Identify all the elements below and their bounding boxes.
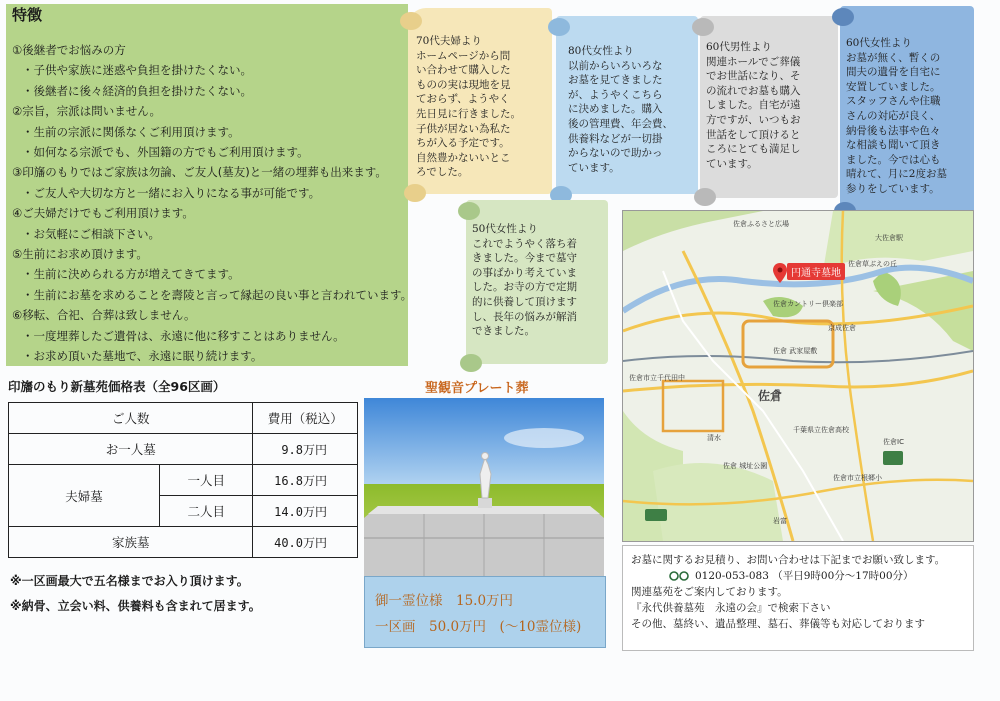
map-label: 佐倉草ぶえの丘 [848, 260, 897, 268]
testimonial-line: の流れでお墓も購入 [706, 84, 801, 97]
couple-first-label: 一人目 [160, 465, 253, 496]
testimonial-line: きました。今まで墓守 [472, 252, 577, 265]
testimonial-text [472, 222, 577, 339]
testimonial-line: な相談も聞いて頂き [846, 139, 941, 152]
feature-heading: ②宗旨，宗派は問いません。 [12, 104, 161, 119]
feature-heading: ①後継者でお悩みの方 [12, 43, 126, 57]
feature-detail: ・如何なる宗派でも、外国籍の方でもご利用頂けます。 [22, 145, 309, 160]
feature-heading: ⑤生前にお求め頂けます。 [12, 247, 148, 262]
testimonial-line: ています。 [706, 157, 758, 170]
testimonial-line: 関連ホールでご葬儀 [706, 55, 801, 68]
price-table-title: 印旛のもり新墓苑価格表（全96区画） [8, 379, 226, 394]
testimonial-line: ろでした。 [416, 166, 469, 179]
header-count: ご人数 [9, 403, 253, 434]
testimonial-line: 70代夫婦より [416, 35, 482, 47]
testimonial-line: ころにとても満足し [706, 143, 801, 156]
testimonial-text [568, 44, 673, 175]
testimonial-line: 参りをしています。 [846, 182, 940, 195]
testimonial-line: 間夫の遺骨を自宅に [846, 66, 941, 79]
couple-first-price: 16.8万円 [253, 465, 358, 496]
contact-line: その他、墓終い、遺品整理、墓石、葬儀等も対応しております [631, 618, 925, 630]
plate-photo [364, 398, 604, 576]
feature-heading: ⑥移転、合祀、合葬は致しません。 [12, 308, 196, 323]
couple-second-label: 二人目 [160, 496, 253, 527]
features-list [12, 40, 413, 367]
testimonial-note [458, 200, 608, 368]
map-marker-label: 円通寺墓地 [787, 263, 845, 280]
map-marker[interactable] [773, 263, 787, 287]
contact-phone[interactable]: 0120-053-083 （平日9時00分～17時00分） [695, 570, 914, 582]
feature-detail: ・一度埋葬したご遺骨は、永遠に他に移すことはありません。 [22, 328, 345, 343]
price-note-1: ※一区画最大で五名様までお入り頂けます。 [10, 574, 249, 588]
family-price: 40.0万円 [253, 527, 358, 558]
testimonial-line: し、長年の悩みが解消 [472, 310, 577, 323]
family-label: 家族墓 [9, 527, 253, 558]
testimonial-line: からないので助かっ [568, 147, 663, 160]
testimonial-line: さんの対応が良く、 [846, 109, 941, 122]
testimonial-line: 方ですが、いつもお [706, 113, 801, 126]
testimonial-line: 60代女性より [846, 37, 912, 49]
feature-detail: ・子供や家族に迷惑や負担を掛けたくない。 [22, 63, 252, 78]
map-label: 千葉県立佐倉高校 [793, 426, 849, 434]
single-price: 9.8万円 [253, 434, 358, 465]
feature-detail: ・生前にお墓を求めることを壽陵と言って縁起の良い事と言われています。 [22, 287, 413, 302]
testimonial-line: これでようやく落ち着 [472, 237, 577, 250]
testimonial-line: の事ばかり考えていま [472, 266, 577, 279]
plate-price-box [364, 576, 606, 648]
testimonial-line: ものの実は現地を見 [416, 78, 511, 91]
feature-heading: ③印旛のもりではご家族は勿論、ご友人(墓友)と一緒の埋葬も出来ます。 [12, 165, 387, 180]
testimonial-line: ておらず、ようやく [416, 93, 510, 106]
map-label: 大佐倉駅 [875, 234, 903, 242]
testimonial-line: い合わせて購入した [416, 64, 511, 77]
testimonial-text [706, 40, 801, 171]
testimonial-line: した。お寺の方で定期 [472, 281, 577, 294]
contact-box [622, 545, 974, 651]
testimonial-note [692, 16, 838, 202]
map-pin-icon [773, 263, 787, 283]
map-label: 佐倉カントリー倶楽部 [773, 300, 843, 308]
testimonial-line: 的に供養して頂けます [472, 295, 577, 308]
testimonial-line: 50代女性より [472, 223, 538, 235]
map-label: 佐倉市立根郷小 [833, 474, 882, 482]
map-label: 佐倉IC [883, 438, 904, 446]
testimonial-text [416, 34, 521, 180]
features-panel [6, 4, 413, 366]
feature-detail: ・生前に決められる方が増えてきてます。 [22, 267, 240, 282]
testimonial-line: できました。 [472, 325, 535, 338]
testimonial-line: スタッフさんや住職 [846, 95, 941, 108]
plate-price-line-2: 一区画 50.0万円 (～10霊位様) [375, 619, 582, 635]
map-label: 京成佐倉 [828, 324, 856, 332]
testimonial-line: 後の管理費、年会費、 [568, 117, 673, 130]
couple-second-price: 14.0万円 [253, 496, 358, 527]
testimonial-line: ホームページから問 [416, 49, 511, 62]
price-note-2: ※納骨、立会い料、供養料も含まれて居ます。 [10, 599, 261, 613]
testimonial-line: ました。今では心も [846, 153, 941, 166]
testimonial-line: しました。自宅が遠 [706, 99, 801, 112]
testimonial-line: 以前からいろいろな [568, 59, 663, 72]
testimonial-line: 80代女性より [568, 45, 634, 57]
testimonial-line: が、ようやくこちら [568, 88, 663, 101]
feature-detail: ・お求め頂いた墓地で、永遠に眠り続けます。 [22, 349, 263, 364]
testimonial-line: 先日見に行きました。 [416, 107, 521, 120]
testimonial-line: 自然豊かないいとこ [416, 151, 511, 164]
map-label: 佐倉 武家屋敷 [773, 347, 818, 355]
map-label: 佐倉 城址公園 [723, 462, 768, 470]
testimonial-line: 世話をして頂けると [706, 128, 801, 141]
testimonial-line: お墓を見てきました [568, 74, 663, 87]
single-label: お一人墓 [9, 434, 253, 465]
testimonial-text [846, 36, 947, 197]
testimonial-line: 子供が居ない為私た [416, 122, 511, 135]
feature-detail: ・お気軽にご相談下さい。 [22, 226, 160, 241]
map-city-label: 佐倉 [758, 389, 783, 403]
feature-detail: ・生前の宗派に関係なくご利用頂けます。 [22, 124, 240, 139]
map-label: 佐倉市立千代田中 [629, 374, 685, 382]
header-cost: 費用（税込） [253, 403, 358, 434]
testimonial-line: 安置していました。 [846, 80, 941, 93]
testimonial-line: ちが入る予定です。 [416, 137, 510, 150]
features-title: 特徴 [12, 6, 43, 24]
testimonial-note [400, 8, 552, 198]
map-label: 佐倉ふるさと広場 [733, 220, 789, 228]
testimonial-line: 納骨後も法事や色々 [846, 124, 941, 137]
contact-line: 関連墓苑をご案内しております。 [631, 586, 788, 598]
testimonial-note [548, 16, 698, 198]
map-label: 岩富 [773, 517, 787, 525]
testimonial-line: 供養料などが一切掛 [568, 132, 663, 145]
testimonial-line: に決めました。購入 [568, 103, 663, 116]
feature-detail: ・後継者に後々経済的負担を掛けたくない。 [22, 83, 252, 98]
map-label: 清水 [707, 434, 721, 442]
feature-heading: ④ご夫婦だけでもご利用頂けます。 [12, 206, 194, 221]
feature-detail: ・ご友人や大切な方と一緒にお入りになる事が可能です。 [22, 185, 321, 200]
contact-intro: お墓に関するお見積り、お問い合わせは下記までお願い致します。 [631, 554, 946, 566]
testimonial-line: 晴れて、月に2度お墓 [846, 168, 947, 181]
contact-line: 『永代供養墓苑 永遠の会』で検索下さい [631, 602, 831, 614]
testimonial-line: 60代男性より [706, 41, 772, 53]
couple-label: 夫婦墓 [9, 465, 160, 527]
testimonial-line: お墓が無く、暫くの [846, 51, 941, 64]
testimonial-note [832, 6, 974, 218]
price-table [8, 402, 358, 558]
testimonial-line: ています。 [568, 161, 620, 174]
testimonial-line: でお世話になり、そ [706, 70, 801, 83]
plate-title: 聖観音プレート葬 [425, 381, 529, 396]
map[interactable] [622, 210, 974, 542]
plate-price-line-1: 御一霊位様 15.0万円 [375, 593, 514, 609]
